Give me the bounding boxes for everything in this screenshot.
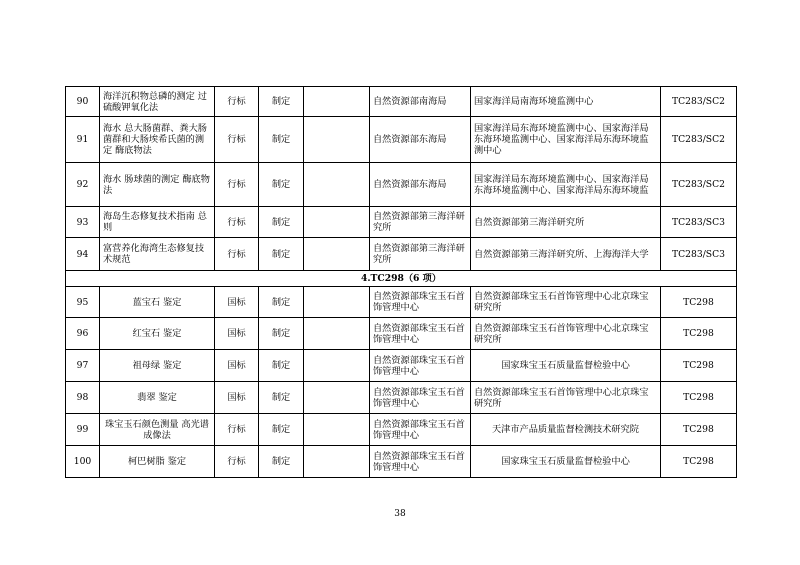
- drafting-org: 国家海洋局东海环境监测中心、国家海洋局东海环境监测中心、国家海洋局东海环境监测中心: [471, 117, 661, 163]
- drafting-org: 自然资源部珠宝玉石首饰管理中心北京珠宝研究所: [471, 287, 661, 318]
- project-kind: 制定: [259, 287, 304, 318]
- row-number: 95: [66, 287, 100, 318]
- project-kind: 制定: [259, 414, 304, 446]
- standard-name: 珠宝玉石颜色测量 高光谱成像法: [100, 414, 215, 446]
- drafting-org: 天津市产品质量监督检测技术研究院: [471, 414, 661, 446]
- project-kind: 制定: [259, 350, 304, 382]
- table-row: [66, 287, 737, 318]
- standard-type: 行标: [215, 87, 259, 117]
- empty-cell: [304, 318, 370, 350]
- empty-cell: [304, 117, 370, 163]
- responsible-org: 自然资源部珠宝玉石首饰管理中心: [370, 350, 471, 382]
- project-kind: 制定: [259, 382, 304, 414]
- section-title: 4.TC298（6 项）: [66, 271, 737, 287]
- standard-type: 国标: [215, 382, 259, 414]
- tc-code: TC298: [661, 287, 737, 318]
- drafting-org: 自然资源部珠宝玉石首饰管理中心北京珠宝研究所: [471, 318, 661, 350]
- responsible-org: 自然资源部东海局: [370, 163, 471, 207]
- table-row: [66, 318, 737, 350]
- project-kind: 制定: [259, 207, 304, 238]
- tc-code: TC298: [661, 414, 737, 446]
- standard-type: 行标: [215, 117, 259, 163]
- standard-name: 翡翠 鉴定: [100, 382, 215, 414]
- row-number: 100: [66, 446, 100, 478]
- standard-name: 海水 肠球菌的测定 酶底物法: [100, 163, 215, 207]
- empty-cell: [304, 287, 370, 318]
- page-number: 38: [394, 509, 406, 519]
- drafting-org: 国家珠宝玉石质量监督检验中心: [471, 446, 661, 478]
- empty-cell: [304, 87, 370, 117]
- empty-cell: [304, 350, 370, 382]
- tc-code: TC283/SC3: [661, 238, 737, 271]
- responsible-org: 自然资源部珠宝玉石首饰管理中心: [370, 318, 471, 350]
- table-row: [66, 163, 737, 207]
- row-number: 93: [66, 207, 100, 238]
- drafting-org: 自然资源部珠宝玉石首饰管理中心北京珠宝研究所: [471, 382, 661, 414]
- tc-code: TC283/SC2: [661, 117, 737, 163]
- standard-type: 国标: [215, 287, 259, 318]
- table-row: [66, 446, 737, 478]
- responsible-org: 自然资源部珠宝玉石首饰管理中心: [370, 287, 471, 318]
- drafting-org: 自然资源部第三海洋研究所: [471, 207, 661, 238]
- standard-name: 海水 总大肠菌群、粪大肠菌群和大肠埃希氏菌的测定 酶底物法: [100, 117, 215, 163]
- section-row: [66, 271, 737, 287]
- standard-type: 行标: [215, 207, 259, 238]
- row-number: 98: [66, 382, 100, 414]
- tc-code: TC298: [661, 350, 737, 382]
- standard-type: 行标: [215, 238, 259, 271]
- row-number: 97: [66, 350, 100, 382]
- standard-name: 海岛生态修复技术指南 总则: [100, 207, 215, 238]
- drafting-org: 国家珠宝玉石质量监督检验中心: [471, 350, 661, 382]
- drafting-org: 国家海洋局南海环境监测中心: [471, 87, 661, 117]
- tc-code: TC283/SC2: [661, 87, 737, 117]
- tc-code: TC298: [661, 446, 737, 478]
- project-kind: 制定: [259, 87, 304, 117]
- standard-type: 行标: [215, 414, 259, 446]
- tc-code: TC298: [661, 382, 737, 414]
- standard-name: 海洋沉积物总磷的测定 过硫酸钾氧化法: [100, 87, 215, 117]
- project-kind: 制定: [259, 163, 304, 207]
- standards-table: [65, 86, 737, 478]
- row-number: 92: [66, 163, 100, 207]
- drafting-org: 自然资源部第三海洋研究所、上海海洋大学: [471, 238, 661, 271]
- responsible-org: 自然资源部东海局: [370, 117, 471, 163]
- project-kind: 制定: [259, 117, 304, 163]
- tc-code: TC298: [661, 318, 737, 350]
- empty-cell: [304, 207, 370, 238]
- tc-code: TC283/SC3: [661, 207, 737, 238]
- responsible-org: 自然资源部第三海洋研究所: [370, 207, 471, 238]
- row-number: 96: [66, 318, 100, 350]
- project-kind: 制定: [259, 318, 304, 350]
- tc-code: TC283/SC2: [661, 163, 737, 207]
- table-row: [66, 382, 737, 414]
- standard-type: 行标: [215, 163, 259, 207]
- table-row: [66, 238, 737, 271]
- responsible-org: 自然资源部珠宝玉石首饰管理中心: [370, 382, 471, 414]
- row-number: 90: [66, 87, 100, 117]
- responsible-org: 自然资源部南海局: [370, 87, 471, 117]
- standard-name: 蓝宝石 鉴定: [100, 287, 215, 318]
- table-row: [66, 414, 737, 446]
- empty-cell: [304, 163, 370, 207]
- table-row: [66, 350, 737, 382]
- standard-type: 国标: [215, 318, 259, 350]
- table-row: [66, 207, 737, 238]
- row-number: 99: [66, 414, 100, 446]
- row-number: 91: [66, 117, 100, 163]
- project-kind: 制定: [259, 446, 304, 478]
- table-row: [66, 117, 737, 163]
- standard-name: 祖母绿 鉴定: [100, 350, 215, 382]
- standard-name: 红宝石 鉴定: [100, 318, 215, 350]
- drafting-org: 国家海洋局东海环境监测中心、国家海洋局东海环境监测中心、国家海洋局东海环境监: [471, 163, 661, 207]
- responsible-org: 自然资源部珠宝玉石首饰管理中心: [370, 414, 471, 446]
- responsible-org: 自然资源部第三海洋研究所: [370, 238, 471, 271]
- table-row: [66, 87, 737, 117]
- empty-cell: [304, 414, 370, 446]
- empty-cell: [304, 382, 370, 414]
- row-number: 94: [66, 238, 100, 271]
- responsible-org: 自然资源部珠宝玉石首饰管理中心: [370, 446, 471, 478]
- empty-cell: [304, 238, 370, 271]
- standard-type: 行标: [215, 446, 259, 478]
- standard-name: 富营养化海湾生态修复技术规范: [100, 238, 215, 271]
- empty-cell: [304, 446, 370, 478]
- standard-type: 国标: [215, 350, 259, 382]
- project-kind: 制定: [259, 238, 304, 271]
- standard-name: 柯巴树脂 鉴定: [100, 446, 215, 478]
